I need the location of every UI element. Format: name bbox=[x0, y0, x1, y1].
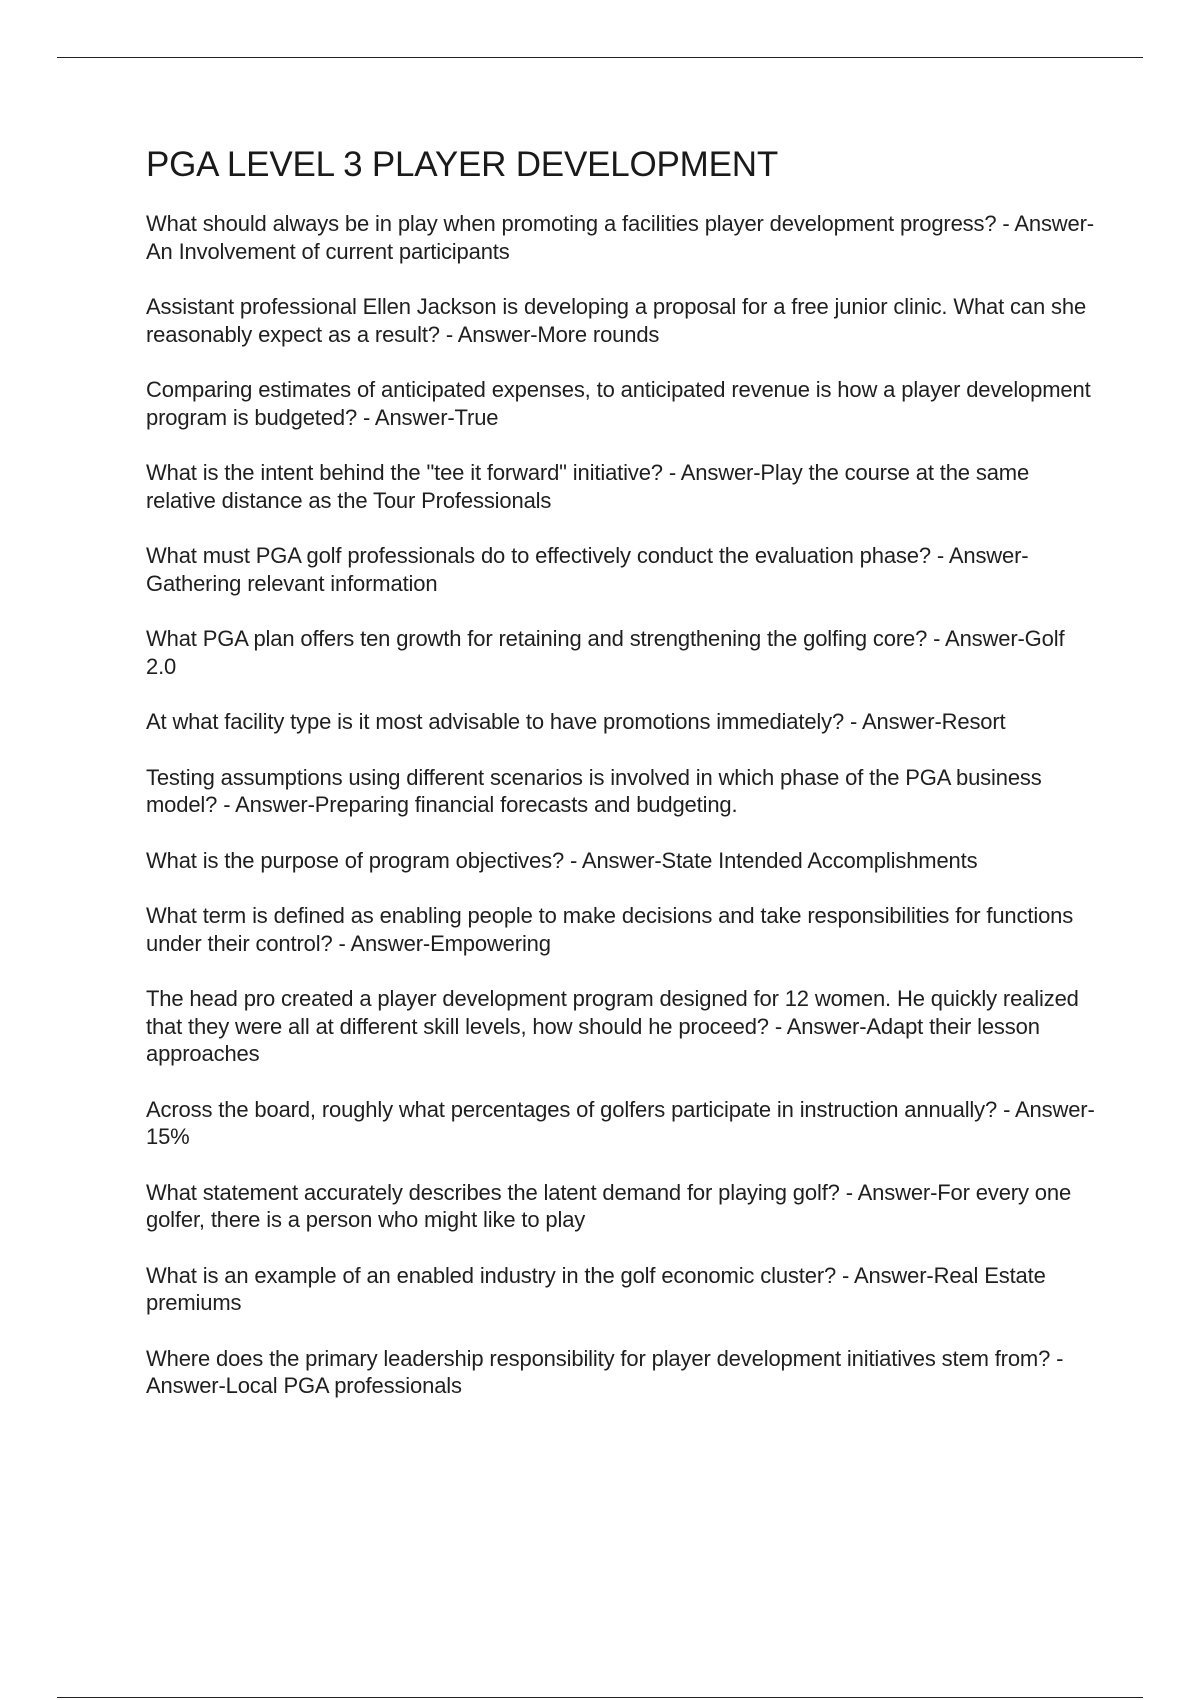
qa-item: What term is defined as enabling people to make decisions and take responsibilities for functions under their control? - Answer-Empowering bbox=[146, 903, 1074, 956]
document-body bbox=[146, 142, 1096, 1428]
qa-item: What PGA plan offers ten growth for retaining and strengthening the golfing core? - Answer-Golf 2.0 bbox=[146, 626, 1065, 679]
qa-item: Assistant professional Ellen Jackson is developing a proposal for a free junior clinic. What can she reasonably expect as a result? - Answer-More rounds bbox=[146, 294, 1087, 347]
bottom-divider bbox=[57, 1697, 1143, 1698]
qa-item: What is the intent behind the "tee it forward" initiative? - Answer-Play the course at the same relative distance as the Tour Professionals bbox=[146, 460, 1030, 513]
qa-item: What statement accurately describes the latent demand for playing golf? - Answer-For every one golfer, there is a person who might like to play bbox=[146, 1179, 1072, 1232]
qa-item: Across the board, roughly what percentages of golfers participate in instruction annually? - Answer-15% bbox=[146, 1096, 1095, 1149]
qa-item: What is the purpose of program objectives? - Answer-State Intended Accomplishments bbox=[146, 847, 978, 873]
qa-item: The head pro created a player development program designed for 12 women. He quickly realized that they were all at different skill levels, how should he proceed? - Answer-Adapt their lesson approaches bbox=[146, 986, 1079, 1066]
qa-list bbox=[146, 210, 1096, 1400]
qa-item: Where does the primary leadership responsibility for player development initiatives stem from? - Answer-Local PGA professionals bbox=[146, 1345, 1064, 1398]
qa-item: Testing assumptions using different scenarios is involved in which phase of the PGA business model? - Answer-Preparing financial forecasts and budgeting. bbox=[146, 764, 1042, 817]
qa-item: Comparing estimates of anticipated expenses, to anticipated revenue is how a player development program is budgeted? - Answer-True bbox=[146, 377, 1091, 430]
page-title: PGA LEVEL 3 PLAYER DEVELOPMENT bbox=[146, 145, 779, 184]
qa-item: What is an example of an enabled industry in the golf economic cluster? - Answer-Real Estate premiums bbox=[146, 1262, 1046, 1315]
qa-item: What should always be in play when promoting a facilities player development progress? - Answer-An Involvement of current participants bbox=[146, 211, 1094, 264]
qa-item: What must PGA golf professionals do to effectively conduct the evaluation phase? - Answer-Gathering relevant information bbox=[146, 543, 1029, 596]
qa-item: At what facility type is it most advisable to have promotions immediately? - Answer-Resort bbox=[146, 709, 1006, 734]
top-divider bbox=[57, 57, 1143, 58]
